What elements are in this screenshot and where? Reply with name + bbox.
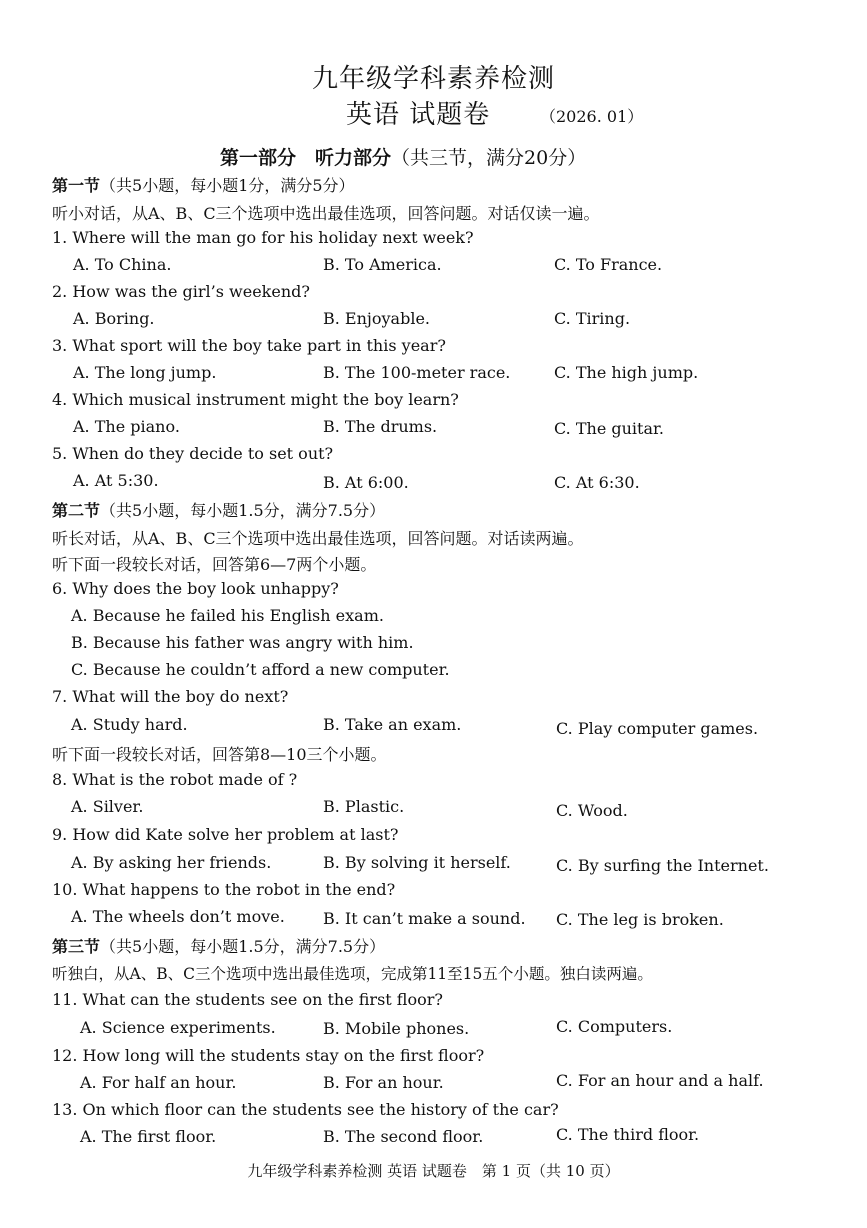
q12-option-b: B. For an hour. [323, 1073, 444, 1092]
q1-option-a: A. To China. [73, 255, 172, 274]
q7-option-c: C. Play computer games. [556, 719, 759, 738]
section1-heading [52, 173, 355, 196]
q8-option-b: B. Plastic. [323, 797, 405, 816]
section2-note: （共5小题，每小题1.5分，满分7.5分） [100, 501, 386, 520]
q9-option-a: A. By asking her friends. [71, 853, 272, 872]
question-6: 6. Why does the boy look unhappy? [52, 579, 339, 598]
question-13: 13. On which floor can the students see the history of the car? [52, 1100, 559, 1119]
q2-option-b: B. Enjoyable. [323, 309, 430, 328]
q11-option-b: B. Mobile phones. [323, 1019, 470, 1038]
q6-option-c: C. Because he couldn’t afford a new computer. [71, 660, 450, 679]
q1-option-b: B. To America. [323, 255, 442, 274]
q5-option-a: A. At 5:30. [73, 471, 159, 490]
q2-option-a: A. Boring. [73, 309, 155, 328]
q6-option-b: B. Because his father was angry with him. [71, 633, 414, 652]
section3-instruction: 听独白，从A、B、C三个选项中选出最佳选项，完成第11至15五个小题。独白读两遍。 [52, 965, 653, 983]
question-8: 8. What is the robot made of ? [52, 770, 298, 789]
section2-title: 第二节 [52, 501, 101, 520]
section3-title: 第三节 [52, 937, 101, 956]
part1-heading [220, 143, 586, 170]
question-3: 3. What sport will the boy take part in this year? [52, 336, 446, 355]
q7-option-b: B. Take an exam. [323, 715, 462, 734]
q11-option-a: A. Science experiments. [80, 1018, 276, 1037]
exam-date: （2026. 01） [540, 107, 644, 126]
q10-option-c: C. The leg is broken. [556, 910, 724, 929]
section3-note: （共5小题，每小题1.5分，满分7.5分） [100, 937, 386, 956]
part1-note: （共三节，满分20分） [391, 147, 587, 169]
question-2: 2. How was the girl’s weekend? [52, 282, 310, 301]
q5-option-b: B. At 6:00. [323, 473, 409, 492]
q11-option-c: C. Computers. [556, 1017, 673, 1036]
q10-option-a: A. The wheels don’t move. [71, 907, 285, 926]
q8-option-a: A. Silver. [71, 797, 144, 816]
q12-option-c: C. For an hour and a half. [556, 1071, 764, 1090]
section2-instruction: 听长对话，从A、B、C三个选项中选出最佳选项，回答问题。对话读两遍。 [52, 529, 584, 548]
q4-option-a: A. The piano. [73, 417, 180, 436]
question-7: 7. What will the boy do next? [52, 687, 289, 706]
exam-subtitle: 英语 试题卷 [346, 100, 491, 130]
q10-option-b: B. It can’t make a sound. [323, 909, 526, 928]
q3-option-c: C. The high jump. [554, 363, 699, 382]
q2-option-c: C. Tiring. [554, 309, 631, 328]
exam-title: 九年级学科素养检测 [311, 64, 555, 94]
q3-option-a: A. The long jump. [73, 363, 217, 382]
q4-option-b: B. The drums. [323, 417, 438, 436]
section1-note: （共5小题，每小题1分，满分5分） [100, 176, 355, 195]
q13-option-b: B. The second floor. [323, 1127, 484, 1146]
q12-option-a: A. For half an hour. [80, 1073, 237, 1092]
question-12: 12. How long will the students stay on the first floor? [52, 1046, 485, 1065]
q6-option-a: A. Because he failed his English exam. [71, 606, 384, 625]
question-1: 1. Where will the man go for his holiday next week? [52, 228, 474, 247]
question-5: 5. When do they decide to set out? [52, 444, 334, 463]
dialog2-intro: 听下面一段较长对话，回答第8—10三个小题。 [52, 745, 387, 764]
q3-option-b: B. The 100-meter race. [323, 363, 511, 382]
section2-heading [52, 498, 385, 521]
question-11: 11. What can the students see on the first floor? [52, 990, 443, 1009]
q8-option-c: C. Wood. [556, 801, 628, 820]
page-footer: 九年级学科素养检测 英语 试题卷 第 1 页（共 10 页） [247, 1162, 620, 1180]
q9-option-c: C. By surfing the Internet. [556, 856, 769, 875]
q13-option-c: C. The third floor. [556, 1125, 700, 1144]
question-4: 4. Which musical instrument might the boy learn? [52, 390, 459, 409]
part1-title: 第一部分 听力部分 [220, 147, 392, 169]
section1-title: 第一节 [52, 176, 101, 195]
q5-option-c: C. At 6:30. [554, 473, 640, 492]
dialog1-intro: 听下面一段较长对话，回答第6—7两个小题。 [52, 555, 377, 574]
question-10: 10. What happens to the robot in the end? [52, 880, 396, 899]
q1-option-c: C. To France. [554, 255, 663, 274]
question-9: 9. How did Kate solve her problem at last? [52, 825, 399, 844]
section1-instruction: 听小对话，从A、B、C三个选项中选出最佳选项，回答问题。对话仅读一遍。 [52, 204, 600, 223]
q9-option-b: B. By solving it herself. [323, 853, 511, 872]
q7-option-a: A. Study hard. [71, 715, 188, 734]
q13-option-a: A. The first floor. [80, 1127, 217, 1146]
section3-heading [52, 934, 385, 957]
q4-option-c: C. The guitar. [554, 419, 664, 438]
